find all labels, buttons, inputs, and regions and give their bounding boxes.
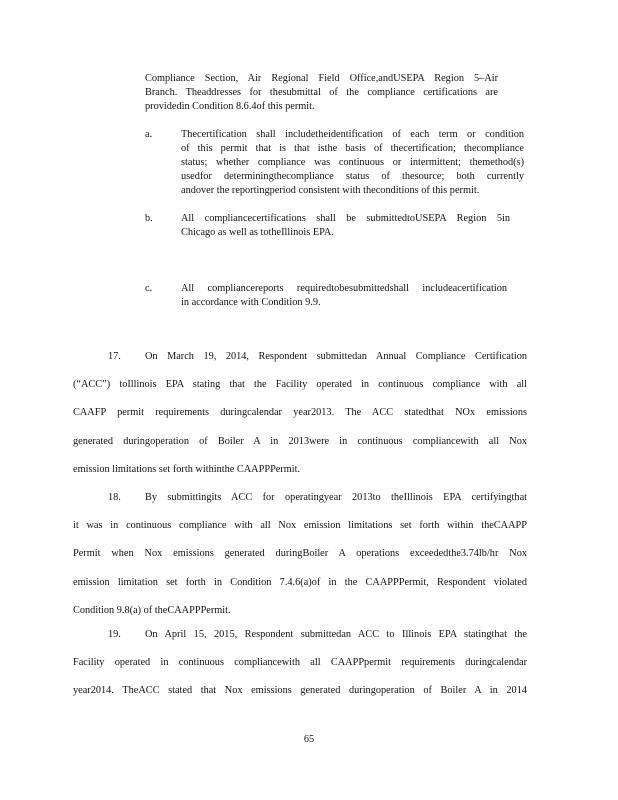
intro-block [145,72,498,114]
paragraph-17 [73,343,527,484]
paragraph-first-line [73,343,527,371]
page-number: 65 [303,734,315,745]
condition-a-text [181,128,524,198]
condition-marker-b: b. [145,213,153,224]
paragraph-number: 17. [108,351,121,362]
paragraph-line: (“ACC”) toIllinois EPA stating that the Facility operated in continuous compliance with all [73,379,527,391]
condition-line: Thecertification shall includetheidentification of each term or condition [181,129,524,140]
intro-line: Branch. Theaddresses for thesubmittal of the compliance certifications are [145,87,498,98]
paragraph-19 [73,621,527,706]
intro-line: providedin Condition 8.6.4of this permit. [145,101,315,112]
intro-line: Compliance Section, Air Regional Field Office,andUSEPA Region 5–Air [145,73,498,84]
condition-c-text [181,282,507,310]
paragraph-number: 19. [108,629,121,640]
paragraph-first-line-text: On April 15, 2015, Respondent submittedan ACC to Illinois EPA statingthat the [145,629,527,640]
paragraph-line: Condition 9.8(a) of theCAAPPPermit. [73,604,231,616]
paragraph-first-line [73,621,527,649]
condition-b-text [181,212,510,240]
condition-line: in accordance with Condition 9.9. [181,297,321,308]
condition-line: All compliancereports requiredtobesubmittedshall includeacertification [181,283,507,294]
condition-line: status; whether compliance was continuous or intermittent; themethod(s) [181,157,524,168]
paragraph-line: emission limitations set forth withinthe CAAPPPermit. [73,463,301,475]
paragraph-number: 18. [108,492,121,503]
paragraph-line: Facility operated in continuous compliancewith all CAAPPpermit requirements duringcalendar [73,657,527,669]
condition-marker-c: c. [145,283,153,294]
paragraph-line: it was in continuous compliance with all Nox emission limitations set forth within theCAAPP [73,520,527,532]
paragraph-line: year2014. TheACC stated that Nox emissions generated duringoperation of Boiler A in 2014 [73,685,527,697]
paragraph-line: generated duringoperation of Boiler A in 2013were in continuous compliancewith all Nox [73,435,527,447]
condition-line: usedfor determiningthecompliance status of thesource; both currently [181,171,524,182]
condition-marker-a: a. [145,129,153,140]
condition-line: All compliancecertifications shall be submittedtoUSEPA Region 5in [181,213,510,224]
paragraph-line: emission limitation set forth in Condition 7.4.6(a)of in the CAAPPPermit, Respondent violated [73,576,527,588]
paragraph-first-line [73,484,527,512]
condition-line: of this permit that is that isthe basis of thecertification; thecompliance [181,143,524,154]
condition-line: andover the reportingperiod consistent with theconditions of this permit. [181,185,480,196]
paragraph-first-line-text: On March 19, 2014, Respondent submittedan Annual Compliance Certification [145,351,527,362]
condition-line: Chicago as well as totheIllinois EPA. [181,227,334,238]
paragraph-line: Permit when Nox emissions generated duringBoiler A operations exceededthe3.74lb/hr Nox [73,548,527,560]
paragraph-first-line-text: By submittingits ACC for operatingyear 2013to theIllinois EPA certifyingthat [145,492,527,503]
paragraph-18 [73,484,527,625]
paragraph-line: CAAFP permit requirements duringcalendar year2013. The ACC statedthat NOx emissions [73,407,527,419]
